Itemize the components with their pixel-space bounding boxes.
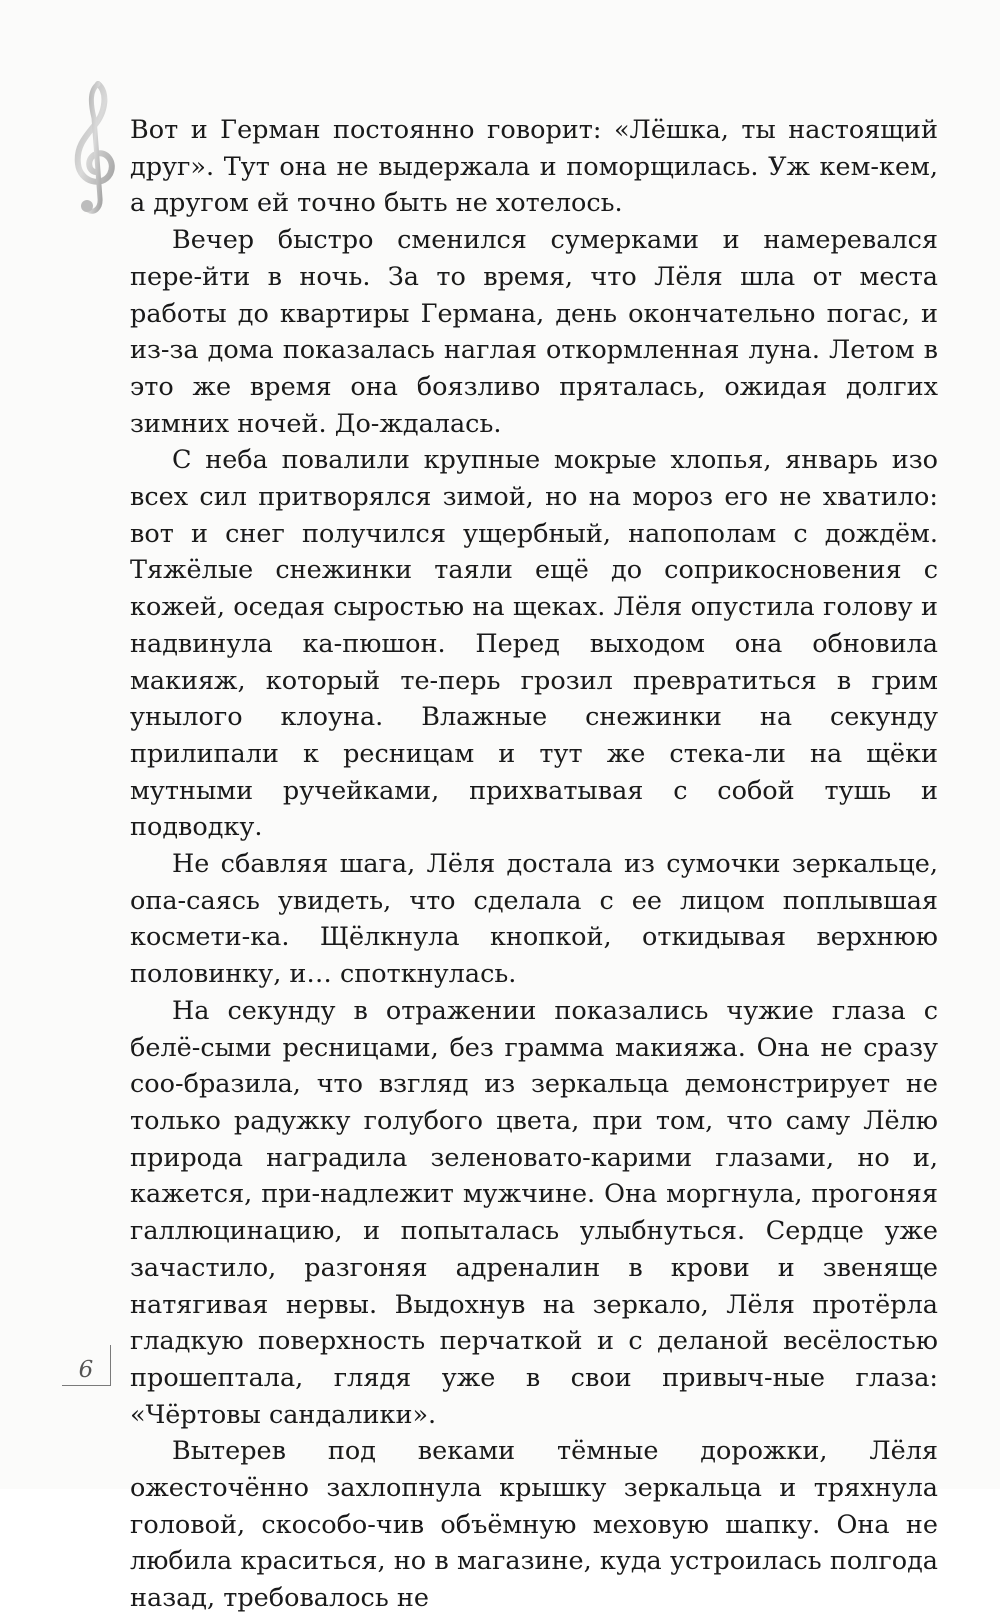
paragraph-1: Вот и Герман постоянно говорит: «Лёшка, ты настоящий друг». Тут она не выдержала и поморщилась. Уж кем-кем, а другом ей точно быть не хотелось. bbox=[130, 115, 938, 219]
paragraph-5: На секунду в отражении показались чужие глаза с белё-сыми ресницами, без грамма макияжа. Она не сразу соо-бразила, что взгляд из зеркальца демонстрирует не только радужку голубого цвета, при том, что саму Лёлю природа наградила зеленовато-карими глазами, но и, кажется, при-надлежит мужчине. Она моргнула, прогоняя галлюцинацию, и попыталась улыбнуться. Сердце уже зачастило, разгоняя адреналин в крови и звеняще натягивая нервы. Выдохнув на зеркало, Лёля протёрла гладкую поверхность перчаткой и с деланой весёлостью прошептала, глядя уже в свои привыч-ные глаза: «Чёртовы сандалики». bbox=[130, 995, 938, 1430]
paragraph-4: Не сбавляя шага, Лёля достала из сумочки зеркальце, опа-саясь увидеть, что сделала с ее лицом поплывшая космети-ка. Щёлкнула кнопкой, откидывая верхнюю половинку, и… споткнулась. bbox=[130, 849, 938, 990]
page-number-underline bbox=[62, 1385, 111, 1386]
page-number-divider bbox=[110, 1345, 111, 1385]
body-text bbox=[130, 112, 938, 1617]
paragraph-6: Вытерев под веками тёмные дорожки, Лёля ожесточённо захлопнула крышку зеркальца и тряхнула головой, скособо-чив объёмную меховую шапку. Она не любила краситься, но в магазине, куда устроилась полгода назад, требовалось не bbox=[130, 1436, 938, 1614]
treble-clef-icon bbox=[70, 78, 120, 218]
page-number: 6 bbox=[78, 1357, 94, 1383]
paragraph-3: С неба повалили крупные мокрые хлопья, январь изо всех сил притворялся зимой, но на мороз его не хватило: вот и снег получился ущербный, напополам с дождём. Тяжёлые снежинки таяли ещё до соприкосновения с кожей, оседая сыростью на щеках. Лёля опустила голову и надвинула ка-пюшон. Перед выходом она обновила макияж, который те-перь грозил превратиться в грим унылого клоуна. Влажные снежинки на секунду прилипали к ресницам и тут же стека-ли на щёки мутными ручейками, прихватывая с собой тушь и подводку. bbox=[130, 445, 938, 843]
paragraph-2: Вечер быстро сменился сумерками и намеревался пере-йти в ночь. За то время, что Лёля шла от места работы до квартиры Германа, день окончательно погас, и из-за дома показалась наглая откормленная луна. Летом в это же время она боязливо пряталась, ожидая долгих зимних ночей. До-ждалась. bbox=[130, 225, 938, 439]
